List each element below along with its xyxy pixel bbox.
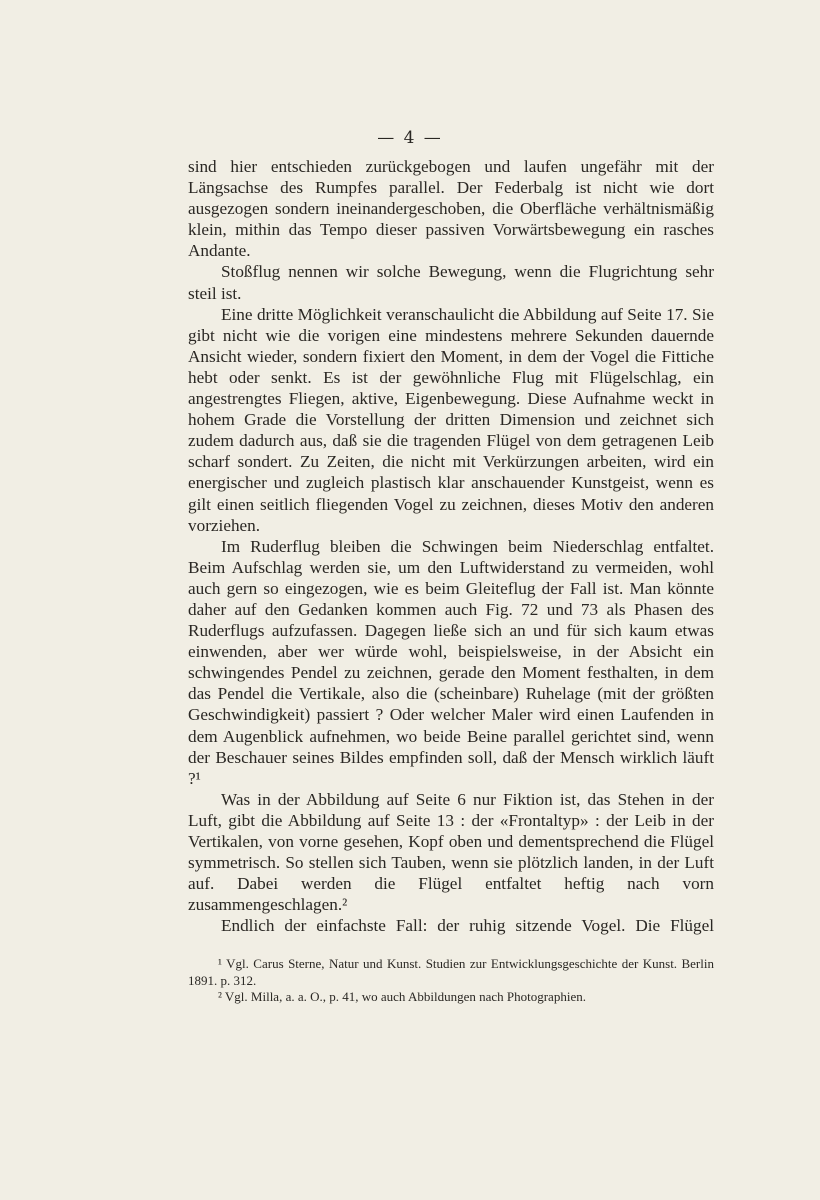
paragraph-2: Stoßflug nennen wir solche Bewegung, wenn die Flugrichtung sehr steil ist. xyxy=(188,262,714,303)
paragraph-4: Im Ruderflug bleiben die Schwingen beim Niederschlag entfaltet. Beim Aufschlag werden sie, um den Luftwiderstand zu vermeiden, wohl auch gern so eingezogen, wie es beim Gleiteflug der Fall ist. Man könnte daher auf den Gedanken kommen auch Fig. 72 und 73 als Phasen des Ruderflugs aufzufassen. Dagegen ließe sich an und für sich kaum etwas einwenden, aber wer würde wohl, beispielsweise, in der Absicht ein schwingendes Pendel zu zeichnen, gerade den Moment festhalten, in dem das Pendel die Vertikale, also die (scheinbare) Ruhelage (mit der größten Geschwindigkeit) passiert ? Oder welcher Maler wird einen Laufenden in dem Augenblick aufnehmen, wo beide Beine parallel gerichtet sind, wenn der Beschauer seines Bildes empfinden soll, daß der Mensch wirklich läuft ?¹ xyxy=(188,536,714,788)
footnote-2: ² Vgl. Milla, a. a. O., p. 41, wo auch Abbildungen nach Photographien. xyxy=(218,989,586,1004)
paragraph-6: Endlich der einfachste Fall: der ruhig sitzende Vogel. Die Flügel xyxy=(221,916,714,936)
footnote-1: ¹ Vgl. Carus Sterne, Natur und Kunst. Studien zur Entwicklungsgeschichte der Kunst. Berlin 1891. p. 312. xyxy=(188,956,714,988)
page-number: — 4 — xyxy=(377,128,443,148)
paragraph-5: Was in der Abbildung auf Seite 6 nur Fiktion ist, das Stehen in der Luft, gibt die Abbildung auf Seite 13 : der «Frontaltyp» : der Leib in der Vertikalen, von vorne gesehen, Kopf oben und dementsprechend die Flügel symmetrisch. So stellen sich Tauben, wenn sie plötzlich landen, in der Luft auf. Dabei werden die Flügel entfaltet heftig nach vorn zusammengeschlagen.² xyxy=(188,789,714,915)
paragraph-1: sind hier entschieden zurückgebogen und laufen ungefähr mit der Längsachse des Rumpfes parallel. Der Federbalg ist nicht wie dort ausgezogen sondern ineinandergeschoben, die Oberfläche verhältnismäßig klein, mithin das Tempo dieser passiven Vorwärtsbewegung ein rasches Andante. xyxy=(188,157,714,261)
body-text xyxy=(188,156,714,936)
footnotes xyxy=(188,956,714,1006)
paragraph-3: Eine dritte Möglichkeit veranschaulicht die Abbildung auf Seite 17. Sie gibt nicht wie die vorigen eine mindestens mehrere Sekunden dauernde Ansicht wieder, sondern fixiert den Moment, in dem der Vogel die Fittiche hebt oder senkt. Es ist der gewöhnliche Flug mit Flügelschlag, ein angestrengtes Fliegen, aktive, Eigenbewegung. Diese Aufnahme weckt in hohem Grade die Vorstellung der dritten Dimension und zeichnet sich zudem dadurch aus, daß sie die tragenden Flügel von dem getragenen Leib scharf sondert. Zu Zeiten, die nicht mit Verkürzungen arbeiten, wird ein energischer und zugleich plastisch klar anschauender Kunstgeist, wenn es gilt einen seitlich fliegenden Vogel zu zeichnen, dieses Motiv den anderen vorziehen. xyxy=(188,304,714,535)
